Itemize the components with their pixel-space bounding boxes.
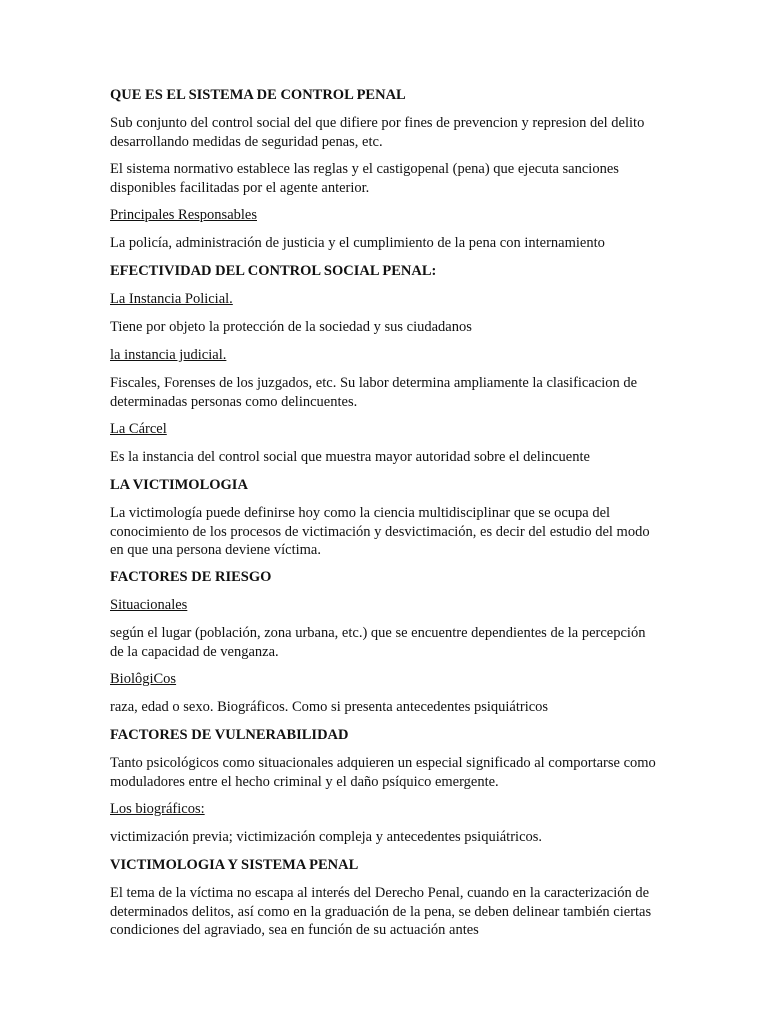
paragraph-fiscales: Fiscales, Forenses de los juzgados, etc. Su labor determina ampliamente la clasificacion de determinadas personas como delincuentes. [110,375,638,410]
heading-efectividad: EFECTIVIDAD DEL CONTROL SOCIAL PENAL: [110,263,437,279]
paragraph-raza-edad: raza, edad o sexo. Biográficos. Como si presenta antecedentes psiquiátricos [110,699,549,715]
subheading-instancia-judicial: la instancia judicial. [110,347,227,363]
subheading-principales-responsables: Principales Responsables [110,207,257,223]
heading-victimologia-sistema-penal: VICTIMOLOGIA Y SISTEMA PENAL [110,857,359,873]
subheading-instancia-policial: La Instancia Policial. [110,291,233,307]
paragraph-lugar: según el lugar (población, zona urbana, etc.) que se encuentre dependientes de la percepción de la capacidad de venganza. [110,625,646,660]
paragraph-policia: La policía, administración de justicia y el cumplimiento de la pena con internamiento [110,235,605,251]
subheading-biologicos: BiolôgiCos [110,671,177,687]
subheading-carcel: La Cárcel [110,421,167,437]
paragraph-instancia-control: Es la instancia del control social que muestra mayor autoridad sobre el delincuente [110,449,590,465]
heading-victimologia: LA VICTIMOLOGIA [110,477,248,493]
paragraph-proteccion: Tiene por objeto la protección de la sociedad y sus ciudadanos [110,319,472,335]
heading-vulnerabilidad: FACTORES DE VULNERABILIDAD [110,727,349,743]
paragraph-victimologia-definicion: La victimología puede definirse hoy como la ciencia multidisciplinar que se ocupa del conocimiento de los procesos de victimación y desvictimación, es decir del estudio del modo en que una persona deviene víctima. [110,505,650,558]
heading-control-penal: QUE ES EL SISTEMA DE CONTROL PENAL [110,87,406,103]
heading-factores-riesgo: FACTORES DE RIESGO [110,569,272,585]
paragraph-subconjunto: Sub conjunto del control social del que difiere por fines de prevencion y represion del delito desarrollando medidas de seguridad penas, etc. [110,115,645,150]
paragraph-sistema-normativo: El sistema normativo establece las reglas y el castigopenal (pena) que ejecuta sanciones disponibles facilitadas por el agente anterior. [110,161,619,196]
subheading-situacionales: Situacionales [110,597,188,613]
subheading-biograficos: Los biográficos: [110,801,205,817]
paragraph-psicologicos: Tanto psicológicos como situacionales adquieren un especial significado al comportarse como moduladores entre el hecho criminal y el daño psíquico emergente. [110,755,656,790]
paragraph-victimizacion: victimización previa; victimización compleja y antecedentes psiquiátricos. [110,829,543,845]
paragraph-tema-victima: El tema de la víctima no escapa al interés del Derecho Penal, cuando en la caracterización de determinados delitos, así como en la graduación de la pena, se deben delinear también ciertas condiciones del agraviado, sea en función de su actuación antes [110,885,652,938]
